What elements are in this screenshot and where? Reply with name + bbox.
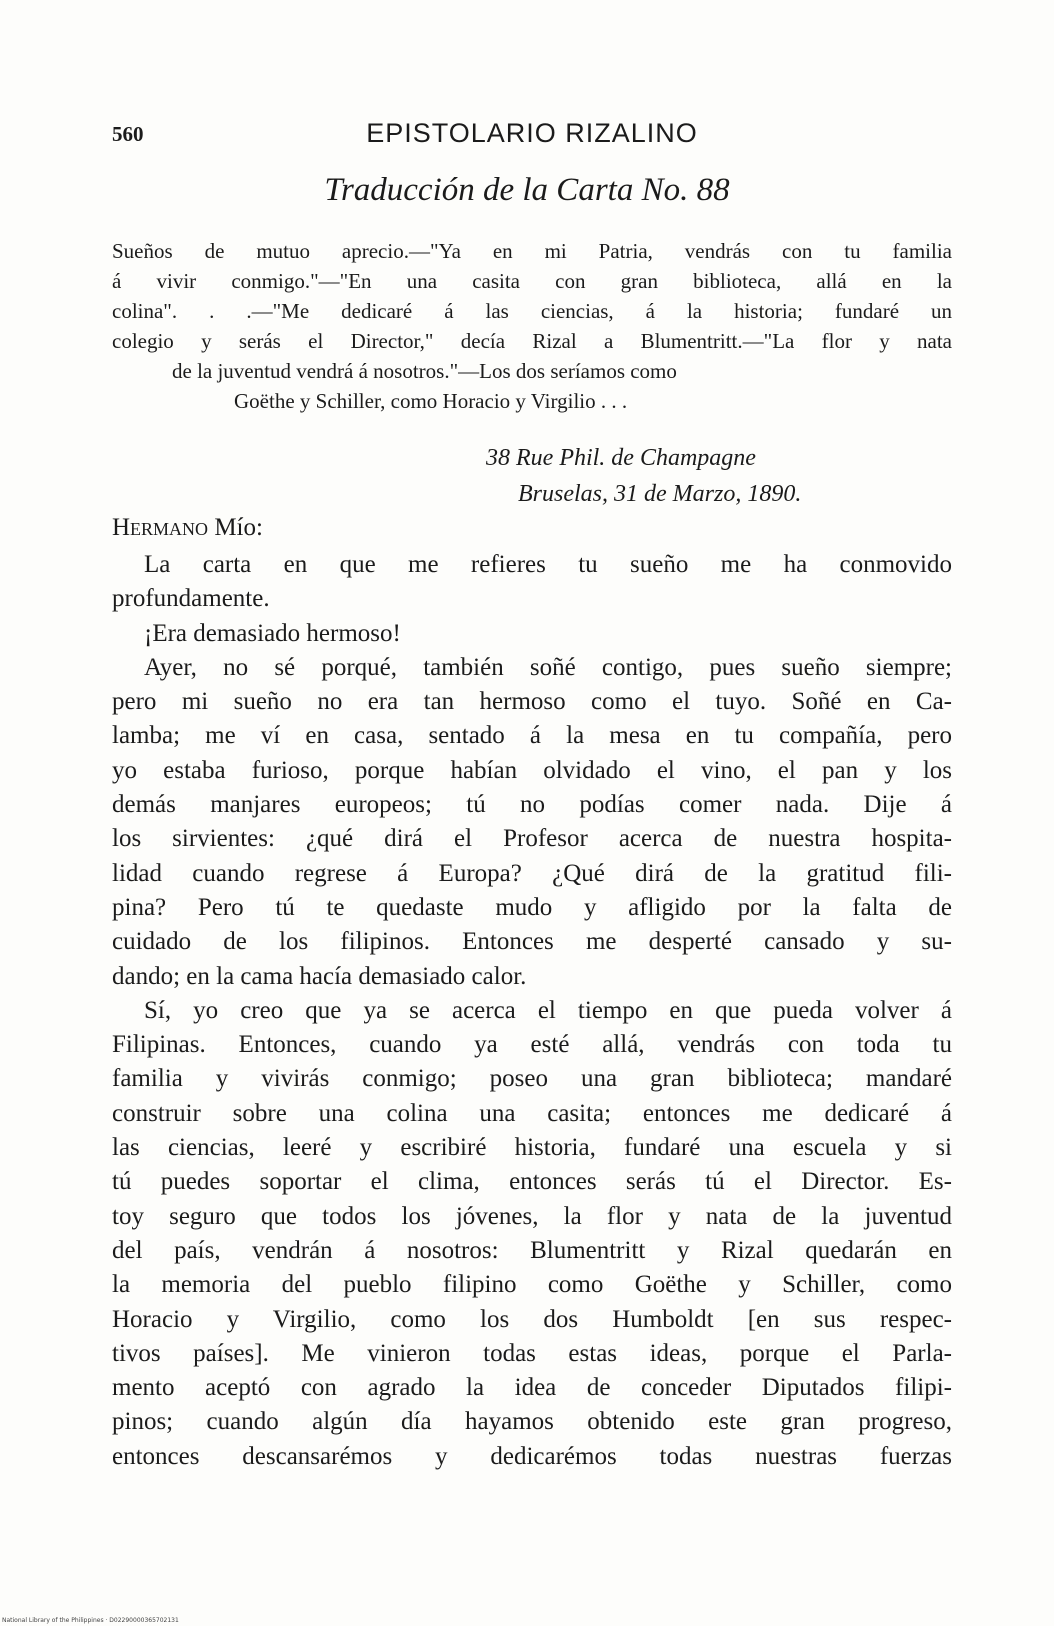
- summary-line: Sueños de mutuo aprecio.—"Ya en mi Patria, vendrás con tu familia: [112, 239, 952, 263]
- summary-line: á vivir conmigo."—"En una casita con gran biblioteca, allá en la: [112, 269, 952, 293]
- body-line: pinos; cuando algún día hayamos obtenido este gran progreso,: [112, 1408, 952, 1436]
- book-title: EPISTOLARIO RIZALINO: [366, 118, 698, 148]
- running-head: [112, 118, 952, 158]
- body-line: tú puedes soportar el clima, entonces serás tú el Director. Es-: [112, 1168, 952, 1196]
- body-line: La carta en que me refieres tu sueño me ha conmovido: [144, 551, 952, 578]
- body-line: Filipinas. Entonces, cuando ya esté allá, vendrás con toda tu: [112, 1031, 952, 1059]
- page-number: 560: [112, 122, 144, 146]
- body-line: ¡Era demasiado hermoso!: [144, 619, 401, 647]
- letter-title: Traducción de la Carta No. 88: [324, 172, 730, 208]
- body-line: lamba; me ví en casa, sentado á la mesa en tu compañía, pero: [112, 722, 952, 750]
- body-line: Sí, yo creo que ya se acerca el tiempo en que pueda volver á: [144, 996, 952, 1024]
- body-line: familia y vivirás conmigo; poseo una gran biblioteca; mandaré: [112, 1065, 952, 1093]
- scan-footer: National Library of the Philippines · D02290000365702131: [2, 1617, 179, 1624]
- summary-line: colina". . .—"Me dedicaré á las ciencias, á la historia; fundaré un: [112, 299, 952, 323]
- letter-body: [112, 548, 952, 1474]
- salutation: [112, 514, 263, 542]
- summary-line: de la juventud vendrá á nosotros."—Los dos seríamos como: [172, 359, 677, 383]
- body-line: demás manjares europeos; tú no podías comer nada. Dije á: [112, 791, 952, 819]
- summary-line: Goëthe y Schiller, como Horacio y Virgilio . . .: [234, 389, 628, 413]
- letter-summary: [112, 236, 952, 416]
- letter-address: [470, 440, 930, 512]
- summary-line: colegio y serás el Director," decía Rizal a Blumentritt.—"La flor y nata: [112, 329, 952, 353]
- body-line: pero mi sueño no era tan hermoso como el tuyo. Soñé en Ca-: [112, 688, 952, 716]
- body-line: cuidado de los filipinos. Entonces me desperté cansado y su-: [112, 928, 952, 956]
- body-line: profundamente.: [112, 585, 270, 613]
- body-line: construir sobre una colina una casita; entonces me dedicaré á: [112, 1099, 952, 1127]
- address-street: 38 Rue Phil. de Champagne: [486, 445, 756, 471]
- body-line: entonces descansarémos y dedicarémos todas nuestras fuerzas: [112, 1442, 952, 1470]
- body-line: pina? Pero tú te quedaste mudo y afligido por la falta de: [112, 893, 952, 921]
- body-line: yo estaba furioso, porque habían olvidado el vino, el pan y los: [112, 756, 952, 784]
- body-line: Horacio y Virgilio, como los dos Humboldt [en sus respec-: [112, 1305, 952, 1333]
- body-line: del país, vendrán á nosotros: Blumentritt y Rizal quedarán en: [112, 1236, 952, 1264]
- salutation-word: Hermano: [112, 514, 209, 541]
- body-line: Ayer, no sé porqué, también soñé contigo, pues sueño siempre;: [144, 653, 952, 681]
- body-line: la memoria del pueblo filipino como Goëthe y Schiller, como: [112, 1271, 952, 1299]
- salutation-word: Mío:: [214, 514, 263, 541]
- body-line: lidad cuando regrese á Europa? ¿Qué dirá de la gratitud fili-: [112, 859, 952, 887]
- body-line: dando; en la cama hacía demasiado calor.: [112, 962, 527, 990]
- body-line: las ciencias, leeré y escribiré historia, fundaré una escuela y si: [112, 1134, 952, 1162]
- body-line: los sirvientes: ¿qué dirá el Profesor acerca de nuestra hospita-: [112, 825, 952, 853]
- address-city-date: Bruselas, 31 de Marzo, 1890.: [518, 481, 802, 507]
- body-line: toy seguro que todos los jóvenes, la flor y nata de la juventud: [112, 1202, 952, 1230]
- body-line: tivos países]. Me vinieron todas estas ideas, porque el Parla-: [112, 1339, 952, 1367]
- body-line: mento aceptó con agrado la idea de conceder Diputados filipi-: [112, 1374, 952, 1402]
